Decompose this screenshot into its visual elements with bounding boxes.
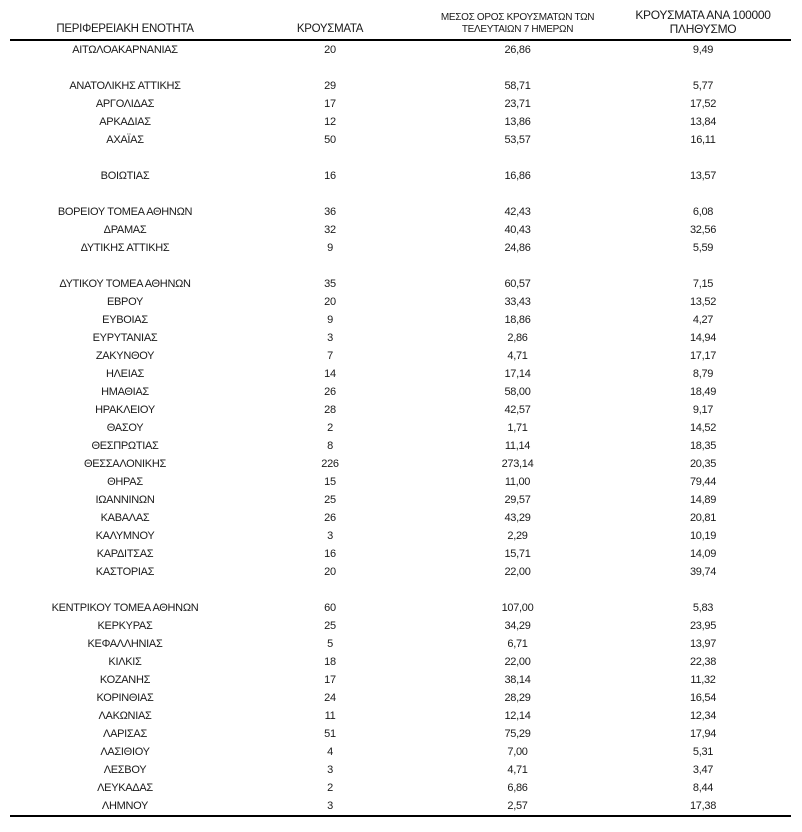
avg7-cell — [420, 149, 615, 167]
region-cell: ΕΥΡΥΤΑΝΙΑΣ — [92, 332, 158, 344]
avg7-cell: 13,86 — [504, 116, 531, 128]
header-cases — [240, 8, 420, 40]
avg7-cell: 4,71 — [507, 764, 528, 776]
avg7-cell: 24,86 — [504, 242, 531, 254]
avg7-cell: 1,71 — [507, 422, 528, 434]
per100k-cell: 39,74 — [689, 566, 717, 578]
table-row-blank — [10, 581, 791, 599]
cases-cell: 3 — [327, 332, 333, 344]
region-cell — [10, 185, 240, 203]
table-row — [10, 293, 791, 311]
region-cell: ΒΟΡΕΙΟΥ ΤΟΜΕΑ ΑΘΗΝΩΝ — [57, 206, 193, 218]
avg7-cell: 42,57 — [504, 404, 531, 416]
cases-cell — [240, 59, 420, 77]
region-cell: ΑΙΤΩΛΟΑΚΑΡΝΑΝΙΑΣ — [72, 44, 178, 56]
avg7-cell: 2,86 — [507, 332, 528, 344]
per100k-cell: 5,83 — [692, 602, 714, 614]
table-row — [10, 383, 791, 401]
region-cell: ΒΟΙΩΤΙΑΣ — [100, 170, 150, 182]
per100k-cell: 14,89 — [689, 494, 717, 506]
table-row — [10, 221, 791, 239]
per100k-cell: 32,56 — [689, 224, 717, 236]
cases-cell: 26 — [324, 512, 336, 524]
region-cell: ΚΕΝΤΡΙΚΟΥ ΤΟΜΕΑ ΑΘΗΝΩΝ — [51, 602, 199, 614]
per100k-cell: 18,49 — [689, 386, 717, 398]
table-row-blank — [10, 257, 791, 275]
cases-cell: 226 — [321, 458, 339, 470]
table-row-blank — [10, 149, 791, 167]
header-per100k-line2: ΠΛΗΘΥΣΜΟ — [669, 22, 737, 36]
cases-cell: 9 — [327, 242, 333, 254]
region-cell: ΗΜΑΘΙΑΣ — [101, 386, 149, 398]
cases-cell: 7 — [327, 350, 333, 362]
avg7-cell: 2,29 — [507, 530, 528, 542]
per100k-cell: 79,44 — [689, 476, 717, 488]
table-row — [10, 473, 791, 491]
per100k-cell: 3,47 — [692, 764, 714, 776]
region-cell: ΘΕΣΣΑΛΟΝΙΚΗΣ — [84, 458, 166, 470]
cases-cell: 20 — [324, 296, 336, 308]
table-row — [10, 95, 791, 113]
cases-cell: 60 — [324, 602, 336, 614]
header-row — [10, 8, 791, 40]
cases-cell — [240, 581, 420, 599]
avg7-cell: 7,00 — [507, 746, 528, 758]
cases-cell — [240, 149, 420, 167]
avg7-cell: 29,57 — [504, 494, 531, 506]
per100k-cell — [615, 149, 791, 167]
cases-cell: 20 — [324, 566, 336, 578]
region-cell: ΚΙΛΚΙΣ — [108, 656, 142, 668]
header-cases-label: ΚΡΟΥΣΜΑΤΑ — [296, 23, 364, 35]
table-row — [10, 239, 791, 257]
table-row — [10, 365, 791, 383]
table-row — [10, 437, 791, 455]
avg7-cell: 107,00 — [501, 602, 534, 614]
avg7-cell — [420, 581, 615, 599]
avg7-cell — [420, 59, 615, 77]
avg7-cell: 6,86 — [507, 782, 528, 794]
cases-cell: 12 — [324, 116, 336, 128]
cases-cell: 3 — [327, 764, 333, 776]
table-row — [10, 131, 791, 149]
avg7-cell — [420, 185, 615, 203]
avg7-cell: 26,86 — [504, 44, 531, 56]
cases-cell: 24 — [324, 692, 336, 704]
per100k-cell: 17,94 — [689, 728, 717, 740]
per100k-cell: 18,35 — [689, 440, 717, 452]
table-row — [10, 635, 791, 653]
avg7-cell: 58,71 — [504, 80, 531, 92]
cases-cell: 18 — [324, 656, 336, 668]
per100k-cell: 12,34 — [689, 710, 717, 722]
avg7-cell: 6,71 — [507, 638, 528, 650]
region-cell: ΘΑΣΟΥ — [106, 422, 144, 434]
table-row — [10, 419, 791, 437]
region-cell: ΛΕΣΒΟΥ — [103, 764, 147, 776]
per100k-cell: 5,77 — [692, 80, 714, 92]
region-cell: ΑΝΑΤΟΛΙΚΗΣ ΑΤΤΙΚΗΣ — [69, 80, 181, 92]
region-cell: ΑΧΑΪΑΣ — [106, 134, 144, 146]
header-region-label: ΠΕΡΙΦΕΡΕΙΑΚΗ ΕΝΟΤΗΤΑ — [56, 23, 194, 35]
avg7-cell: 43,29 — [504, 512, 531, 524]
region-cell: ΛΑΚΩΝΙΑΣ — [98, 710, 152, 722]
cases-cell: 50 — [324, 134, 336, 146]
avg7-cell: 273,14 — [501, 458, 534, 470]
table-row — [10, 275, 791, 293]
per100k-cell — [615, 185, 791, 203]
per100k-cell: 8,79 — [692, 368, 714, 380]
region-cell: ΗΡΑΚΛΕΙΟΥ — [95, 404, 155, 416]
table-row — [10, 563, 791, 581]
per100k-cell: 16,54 — [689, 692, 717, 704]
region-cell: ΘΕΣΠΡΩΤΙΑΣ — [91, 440, 159, 452]
table-row — [10, 599, 791, 617]
cases-cell: 17 — [324, 98, 336, 110]
region-cell: ΚΑΣΤΟΡΙΑΣ — [95, 566, 155, 578]
avg7-cell: 33,43 — [504, 296, 531, 308]
per100k-cell: 13,84 — [689, 116, 717, 128]
cases-cell: 32 — [324, 224, 336, 236]
header-per100k-line1: ΚΡΟΥΣΜΑΤΑ ΑΝΑ 100000 — [635, 8, 771, 22]
table-row — [10, 617, 791, 635]
per100k-cell: 17,52 — [689, 98, 717, 110]
region-cell: ΚΕΦΑΛΛΗΝΙΑΣ — [87, 638, 163, 650]
avg7-cell: 75,29 — [504, 728, 531, 740]
region-cell: ΛΗΜΝΟΥ — [10, 797, 240, 816]
region-cell: ΘΗΡΑΣ — [107, 476, 143, 488]
cases-cell: 2 — [327, 782, 333, 794]
cases-cell — [240, 185, 420, 203]
region-cell: ΚΟΡΙΝΘΙΑΣ — [96, 692, 154, 704]
region-cell: ΕΒΡΟΥ — [106, 296, 144, 308]
cases-cell: 9 — [327, 314, 333, 326]
avg7-cell: 16,86 — [504, 170, 531, 182]
header-avg7 — [420, 8, 615, 40]
table-row — [10, 401, 791, 419]
header-per100k — [615, 8, 791, 40]
header-region — [10, 8, 240, 40]
cases-cell: 8 — [327, 440, 333, 452]
cases-cell — [240, 257, 420, 275]
avg7-cell — [420, 257, 615, 275]
table-row — [10, 527, 791, 545]
table-row — [10, 797, 791, 816]
per100k-cell: 9,17 — [692, 404, 714, 416]
per100k-cell: 14,09 — [689, 548, 717, 560]
avg7-cell: 23,71 — [504, 98, 531, 110]
avg7-cell: 22,00 — [504, 566, 531, 578]
per100k-cell: 13,57 — [689, 170, 717, 182]
per100k-cell: 10,19 — [689, 530, 717, 542]
table-row — [10, 113, 791, 131]
region-cell: ΚΟΖΑΝΗΣ — [99, 674, 151, 686]
cases-cell: 29 — [324, 80, 336, 92]
table-row — [10, 707, 791, 725]
table-row — [10, 203, 791, 221]
avg7-cell: 11,00 — [504, 476, 531, 488]
cases-cell: 3 — [327, 530, 333, 542]
table-row — [10, 455, 791, 473]
header-avg7-line2: ΤΕΛΕΥΤΑΙΩΝ 7 ΗΜΕΡΩΝ — [461, 24, 574, 35]
region-cell — [10, 59, 240, 77]
table-row — [10, 167, 791, 185]
cases-cell: 14 — [324, 368, 336, 380]
per100k-cell: 6,08 — [692, 206, 714, 218]
cases-cell: 16 — [324, 548, 336, 560]
per100k-cell: 11,32 — [690, 674, 716, 686]
per100k-cell — [615, 581, 791, 599]
cases-cell: 15 — [324, 476, 336, 488]
table-row-blank — [10, 59, 791, 77]
per100k-cell — [615, 59, 791, 77]
table-row — [10, 491, 791, 509]
cases-cell: 20 — [324, 44, 336, 56]
table-row — [10, 545, 791, 563]
region-cell: ΔΡΑΜΑΣ — [103, 224, 147, 236]
region-cell — [10, 581, 240, 599]
per100k-cell — [615, 257, 791, 275]
cases-cell: 5 — [327, 638, 333, 650]
avg7-cell: 28,29 — [504, 692, 531, 704]
avg7-cell: 40,43 — [504, 224, 531, 236]
region-cell: ΔΥΤΙΚΗΣ ΑΤΤΙΚΗΣ — [80, 242, 170, 254]
cases-cell: 11 — [324, 710, 336, 722]
table-body — [10, 40, 791, 816]
region-cell: ΔΥΤΙΚΟΥ ΤΟΜΕΑ ΑΘΗΝΩΝ — [59, 278, 191, 290]
per100k-cell: 9,49 — [692, 44, 714, 56]
region-cell: ΙΩΑΝΝΙΝΩΝ — [95, 494, 155, 506]
table-row — [10, 725, 791, 743]
avg7-cell: 11,14 — [504, 440, 531, 452]
avg7-cell: 38,14 — [504, 674, 531, 686]
avg7-cell: 60,57 — [504, 278, 531, 290]
per100k-cell: 5,31 — [692, 746, 714, 758]
table-row-blank — [10, 185, 791, 203]
avg7-cell: 2,57 — [420, 797, 615, 816]
table-header — [10, 8, 791, 40]
per100k-cell: 14,94 — [689, 332, 717, 344]
avg7-cell: 22,00 — [504, 656, 531, 668]
header-avg7-line1: ΜΕΣΟΣ ΟΡΟΣ ΚΡΟΥΣΜΑΤΩΝ ΤΩΝ — [440, 12, 595, 23]
region-cell: ΛΑΡΙΣΑΣ — [103, 728, 147, 740]
region-cell: ΚΕΡΚΥΡΑΣ — [97, 620, 153, 632]
avg7-cell: 12,14 — [504, 710, 531, 722]
per100k-cell: 17,38 — [615, 797, 791, 816]
cases-cell: 25 — [324, 620, 336, 632]
region-cell: ΛΑΣΙΘΙΟΥ — [100, 746, 150, 758]
cases-cell: 17 — [324, 674, 336, 686]
cases-cell: 36 — [324, 206, 336, 218]
per100k-cell: 17,17 — [689, 350, 717, 362]
per100k-cell: 5,59 — [692, 242, 714, 254]
region-cell: ΚΑΛΥΜΝΟΥ — [95, 530, 155, 542]
regional-cases-table — [10, 8, 791, 817]
per100k-cell: 20,81 — [689, 512, 717, 524]
region-cell: ΚΑΡΔΙΤΣΑΣ — [96, 548, 154, 560]
region-cell: ΖΑΚΥΝΘΟΥ — [95, 350, 155, 362]
table-row — [10, 311, 791, 329]
avg7-cell: 53,57 — [504, 134, 531, 146]
per100k-cell: 16,11 — [690, 134, 716, 146]
per100k-cell: 14,52 — [689, 422, 717, 434]
avg7-cell: 58,00 — [504, 386, 531, 398]
cases-cell: 25 — [324, 494, 336, 506]
avg7-cell: 17,14 — [504, 368, 531, 380]
per100k-cell: 20,35 — [689, 458, 717, 470]
per100k-cell: 8,44 — [692, 782, 714, 794]
per100k-cell: 7,15 — [692, 278, 714, 290]
avg7-cell: 4,71 — [507, 350, 528, 362]
table-row — [10, 347, 791, 365]
region-cell: ΛΕΥΚΑΔΑΣ — [97, 782, 153, 794]
per100k-cell: 22,38 — [689, 656, 717, 668]
table-row — [10, 743, 791, 761]
per100k-cell: 13,97 — [689, 638, 717, 650]
cases-cell: 3 — [240, 797, 420, 816]
table-row — [10, 329, 791, 347]
table-row — [10, 671, 791, 689]
cases-cell: 28 — [324, 404, 336, 416]
cases-cell: 4 — [327, 746, 333, 758]
avg7-cell: 42,43 — [504, 206, 531, 218]
region-cell: ΚΑΒΑΛΑΣ — [100, 512, 150, 524]
region-cell — [10, 257, 240, 275]
per100k-cell: 13,52 — [689, 296, 717, 308]
region-cell: ΗΛΕΙΑΣ — [105, 368, 145, 380]
region-cell: ΑΡΓΟΛΙΔΑΣ — [95, 98, 155, 110]
region-cell — [10, 149, 240, 167]
table-row — [10, 653, 791, 671]
cases-cell: 51 — [324, 728, 336, 740]
avg7-cell: 34,29 — [504, 620, 531, 632]
table-row — [10, 40, 791, 59]
per100k-cell: 23,95 — [689, 620, 717, 632]
table-row — [10, 779, 791, 797]
cases-cell: 26 — [324, 386, 336, 398]
region-cell: ΕΥΒΟΙΑΣ — [102, 314, 148, 326]
table-row — [10, 689, 791, 707]
cases-cell: 2 — [327, 422, 333, 434]
cases-cell: 16 — [324, 170, 336, 182]
per100k-cell: 4,27 — [692, 314, 714, 326]
avg7-cell: 15,71 — [504, 548, 531, 560]
region-cell: ΑΡΚΑΔΙΑΣ — [99, 116, 151, 128]
table-row — [10, 509, 791, 527]
avg7-cell: 18,86 — [504, 314, 531, 326]
cases-cell: 35 — [324, 278, 336, 290]
table-row — [10, 77, 791, 95]
table-row — [10, 761, 791, 779]
